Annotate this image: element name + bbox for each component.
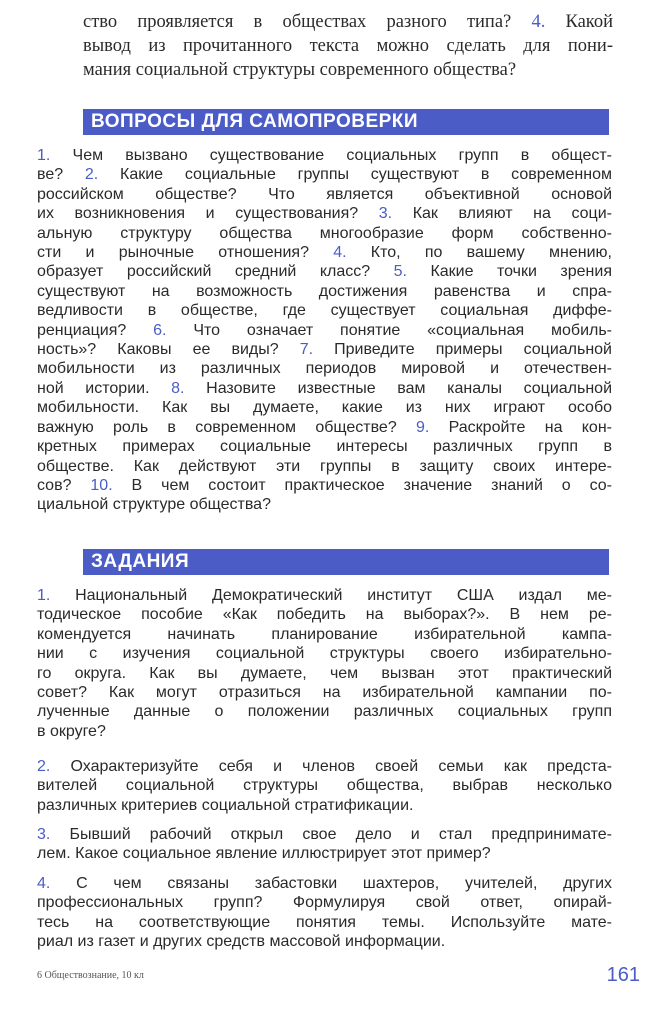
text-line: 4. С чем связаны забастовки шахтеров, учителей, других [37,875,612,892]
text-line: тодическое пособие «Как победить на выборах?». В нем ре- [37,606,612,624]
text-line: 3. Бывший рабочий открыл свое дело и стал предпринимате- [37,826,612,843]
text-line: совет? Как могут отразиться на избирательной кампании по- [37,684,612,702]
text-line: 1. Национальный Демократический институт США издал ме- [37,587,612,604]
text-line: различных критериев социальной стратификации. [37,796,414,814]
question-number: 1. [37,147,51,164]
question-number: 2. [37,758,51,775]
text-line: нии с изучения социальной структуры своего избирательно- [37,645,612,663]
question-number: 10. [90,476,113,494]
question-number: 2. [84,166,99,184]
self-check-heading: ВОПРОСЫ ДЛЯ САМОПРОВЕРКИ [83,109,609,135]
text-line: 2. Охарактеризуйте себя и членов своей семьи как предста- [37,758,612,775]
text-line: в округе? [37,722,106,740]
text-line: профессиональных групп? Формулируя свой ответ, опирай- [37,894,612,912]
text-line: ве? 2. Какие социальные группы существуют в современном [37,166,613,184]
question-number: 8. [171,379,185,397]
tasks-heading: ЗАДАНИЯ [83,549,609,575]
text-line: обществе. Как действуют эти группы в защиту своих интере- [37,457,612,475]
question-number: 3. [37,826,51,843]
text-line: ренциация? 6. Что означает понятие «социальная мобиль- [37,321,613,339]
text-line: мания социальной структуры современного общества? [83,60,517,80]
question-number: 4. [531,12,546,32]
text-line: ведливости в обществе, где существует социальная диффе- [37,302,612,320]
question-number: 4. [37,875,51,892]
text-line: вывод из прочитанного текста можно сделать для пони- [83,36,613,56]
text-line: кретных примерах социальные интересы различных групп в [37,438,612,456]
text-line: их возникновения и существования? 3. Как влияют на соци- [37,205,612,223]
text-line: вителей социальной структуры общества, выбрав несколько [37,777,612,795]
text-line: альную структуру общества многообразие форм собственно- [37,224,612,242]
text-line: риал из газет и других средств массовой информации. [37,933,446,951]
text-line: образует российский средний класс? 5. Какие точки зрения [37,263,612,281]
text-line: комендуется начинать планирование избирательной кампа- [37,625,612,643]
intro-paragraph [83,10,613,82]
text-line: российском обществе? Что является объективной основой [37,185,612,203]
text-line: сов? 10. В чем состоит практическое значение знаний о со- [37,476,613,494]
text-line: лем. Какое социальное явление иллюстрирует этот пример? [37,845,491,863]
text-line: лученные данные о положении различных социальных групп [37,703,612,721]
text-line: важную роль в современном обществе? 9. Раскройте на кон- [37,418,612,436]
page-number: 161 [606,964,640,986]
task-item [37,825,612,864]
text-line: мобильности из различных периодов мировой и отечествен- [37,360,612,378]
question-number: 3. [378,205,393,223]
text-line: тесь на соответствующие понятия темы. Используйте мате- [37,913,612,931]
text-line: циальной структуре общества? [37,496,271,514]
self-check-questions [37,146,612,515]
footer-signature: 6 Обществознание, 10 кл [37,970,144,981]
question-number: 1. [37,587,51,604]
text-line: ство проявляется в обществах разного типа? 4. Какой [83,12,613,32]
question-number: 6. [153,321,167,339]
question-number: 7. [299,341,314,359]
text-line: ность»? Каковы ее виды? 7. Приведите примеры социальной [37,341,612,359]
question-number: 9. [416,418,430,436]
text-line: сти и рыночные отношения? 4. Кто, по вашему мнению, [37,244,612,262]
task-item [37,874,612,952]
text-line: существуют на возможность достижения равенства и спра- [37,282,612,300]
task-item [37,586,612,741]
question-number: 4. [333,244,347,262]
text-line: 1. Чем вызвано существование социальных групп в общест- [37,147,612,164]
text-line: мобильности. Как вы думаете, какие из них играют особо [37,399,612,417]
text-line: го округа. Как вы думаете, чем вызван этот практический [37,664,612,682]
text-line: ной истории. 8. Назовите известные вам каналы социальной [37,379,613,397]
task-item [37,757,612,815]
question-number: 5. [393,263,407,281]
